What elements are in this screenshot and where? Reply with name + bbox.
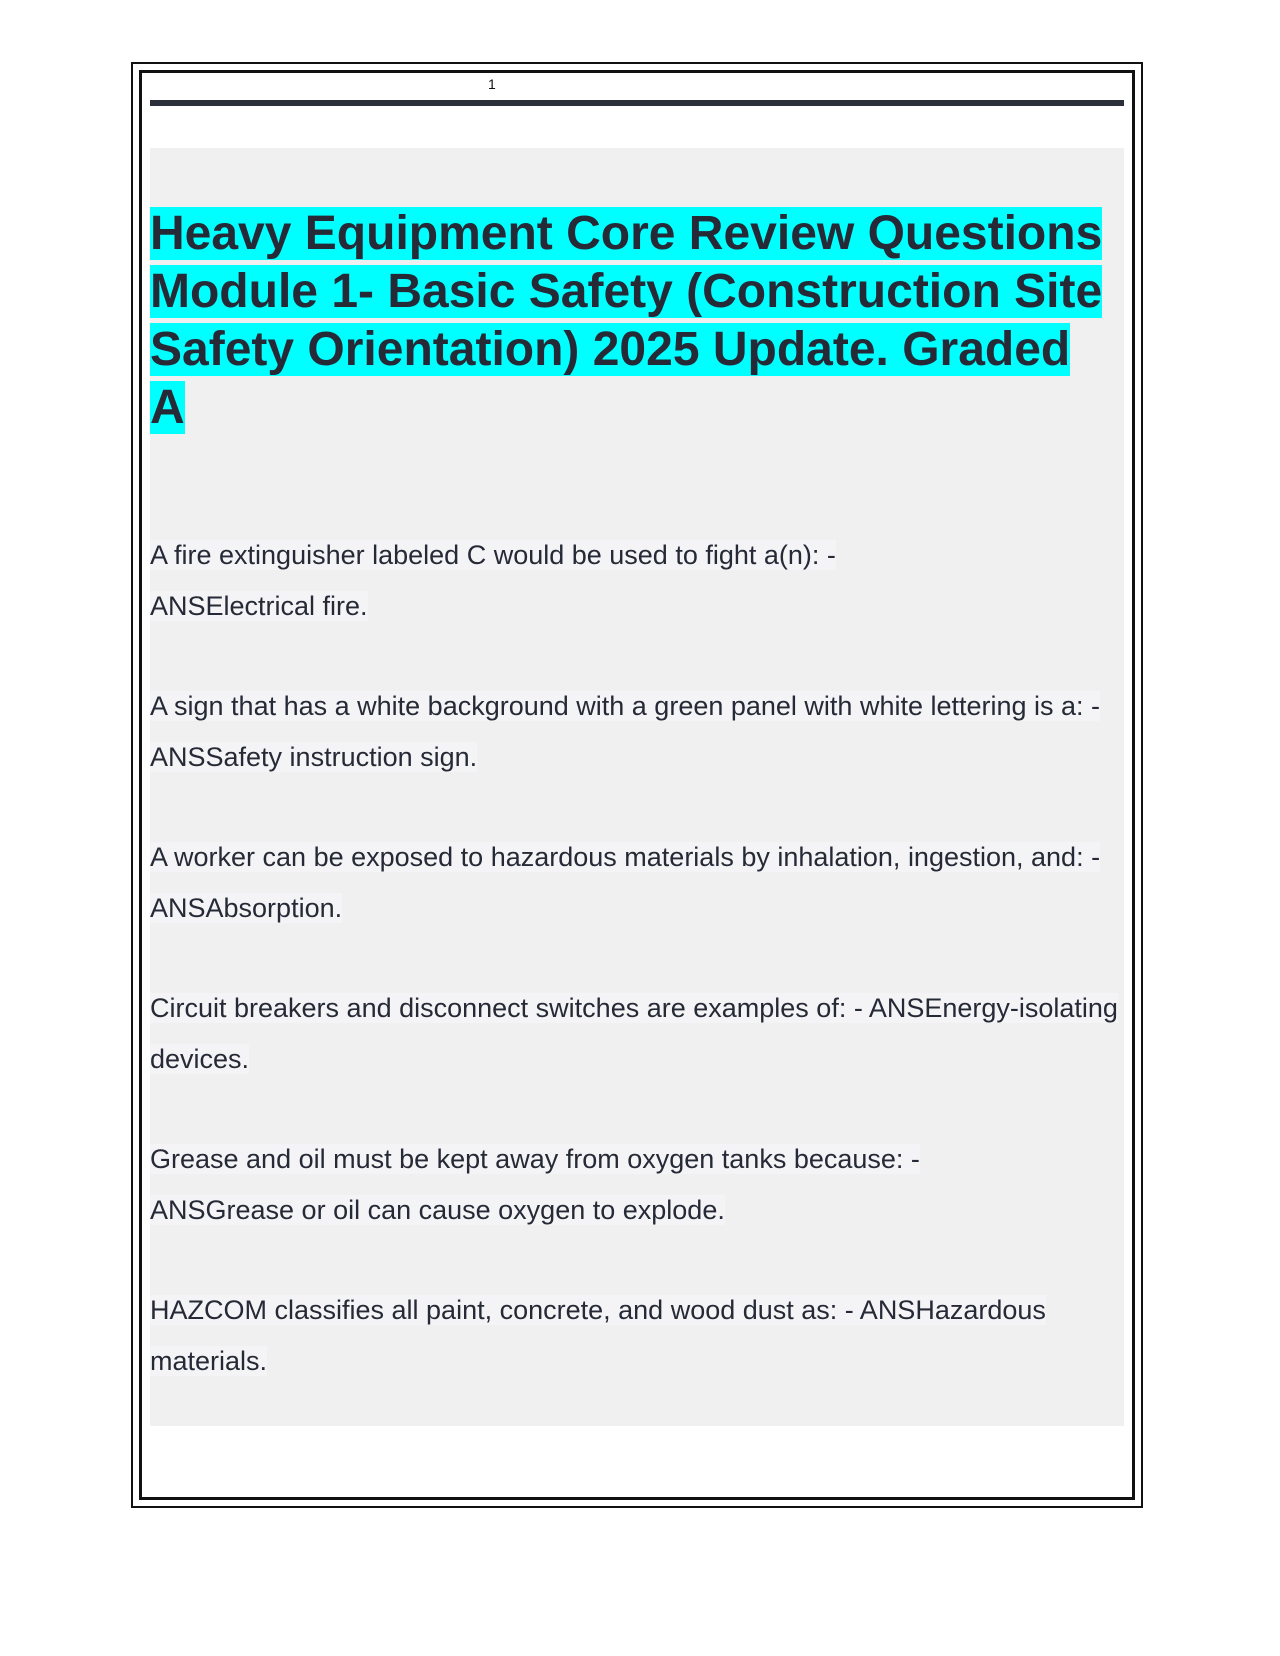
question-answer-text: HAZCOM classifies all paint, concrete, and wood dust as: - ANSHazardous materials. (150, 1295, 1046, 1376)
page-number: 1 (488, 76, 496, 92)
document-title (150, 205, 1110, 437)
question-answer-text: Circuit breakers and disconnect switches are examples of: - ANSEnergy-isolating devices. (150, 993, 1118, 1074)
question-answer-text: A worker can be exposed to hazardous materials by inhalation, ingestion, and: - ANSAbsorption. (150, 842, 1101, 923)
question-answer-item (150, 983, 1125, 1085)
question-answer-item (150, 681, 1125, 783)
question-answer-item (150, 832, 1125, 934)
question-answer-item (150, 530, 850, 632)
document-title-text: Heavy Equipment Core Review Questions Module 1- Basic Safety (Construction Site Safety Orientation) 2025 Update. Graded A (150, 207, 1103, 434)
question-answer-text: A sign that has a white background with a green panel with white lettering is a: - ANSSafety instruction sign. (150, 691, 1101, 772)
question-answer-text: Grease and oil must be kept away from oxygen tanks because: - ANSGrease or oil can cause oxygen to explode. (150, 1144, 920, 1225)
header-rule (150, 100, 1124, 106)
question-answer-item (150, 1285, 1125, 1387)
question-answer-item (150, 1134, 1010, 1236)
question-answer-text: A fire extinguisher labeled C would be used to fight a(n): - ANSElectrical fire. (150, 540, 836, 621)
